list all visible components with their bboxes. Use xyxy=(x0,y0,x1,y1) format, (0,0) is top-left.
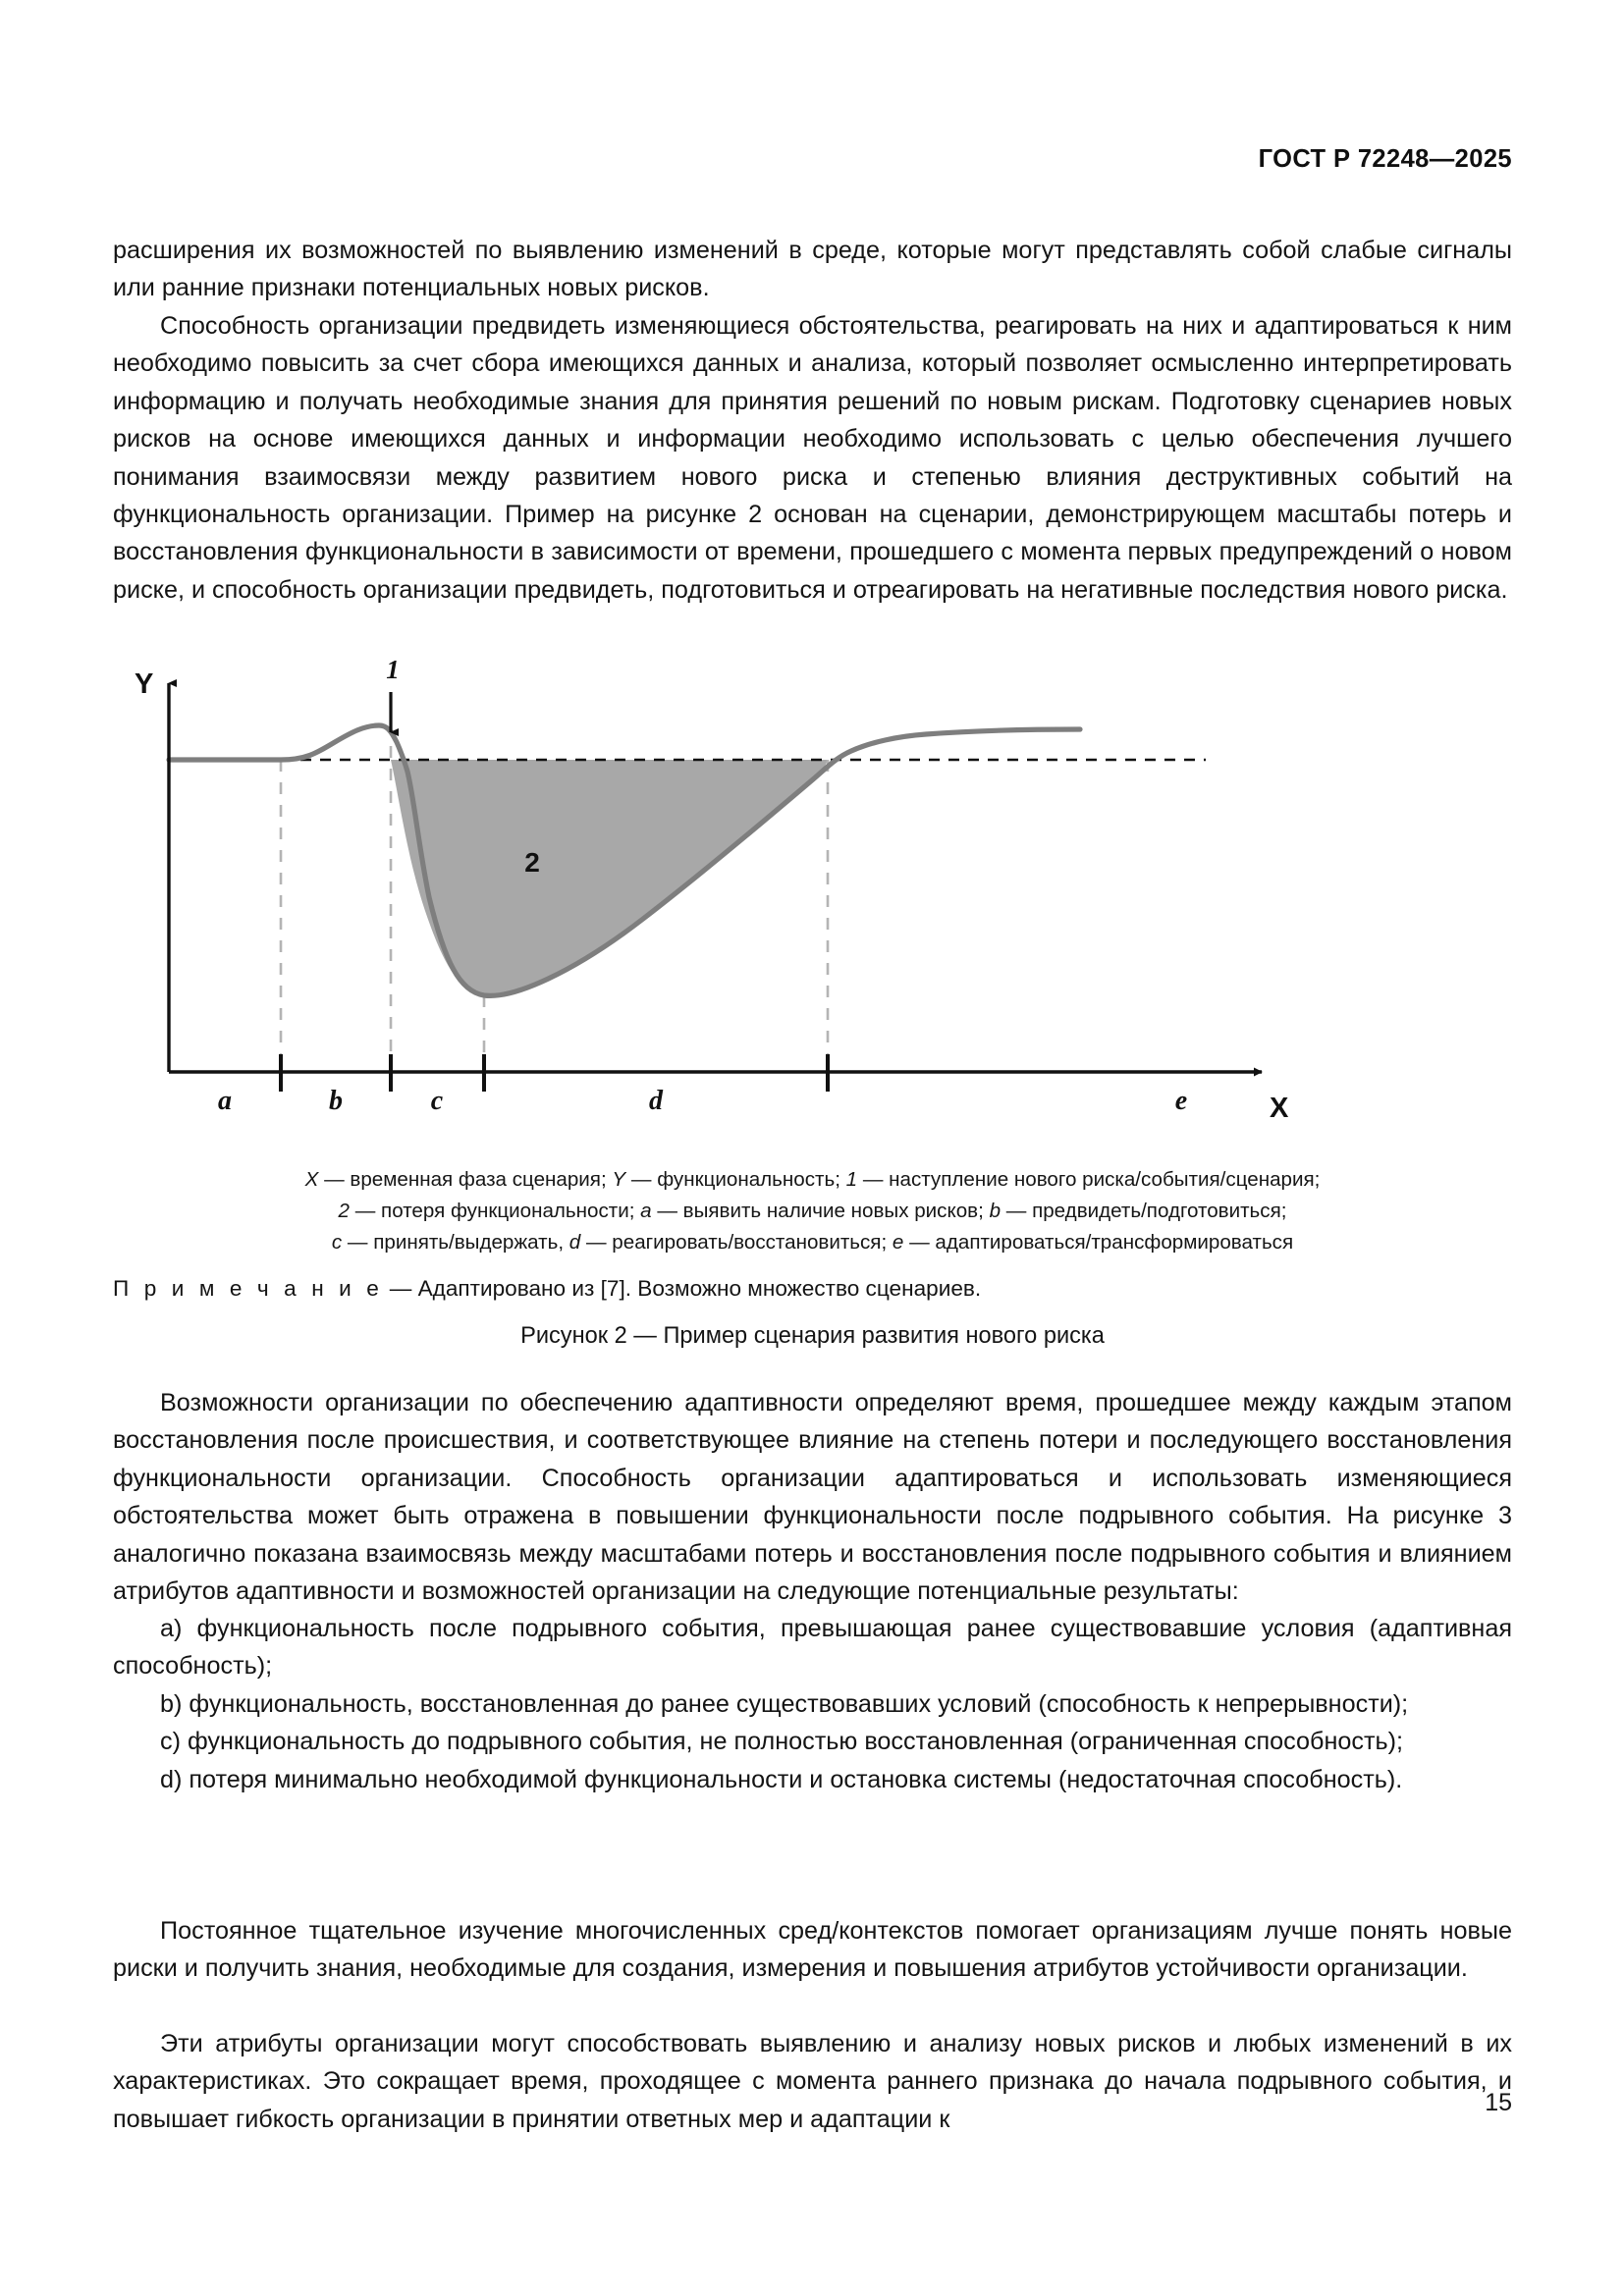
phase-label-d: d xyxy=(649,1086,663,1116)
legend-text-y: — функциональность; xyxy=(625,1168,846,1191)
paragraph-block-5 xyxy=(113,2025,1512,2138)
legend-sym-x: X xyxy=(304,1168,319,1191)
legend-sym-c: c xyxy=(331,1231,343,1254)
figure-2-caption: Рисунок 2 — Пример сценария развития нового риска xyxy=(520,1323,1105,1349)
annotation-2-label: 2 xyxy=(524,847,540,878)
legend-text-b: — предвидеть/подготовиться; xyxy=(1001,1200,1287,1222)
paragraph-4: Постоянное тщательное изучение многочисленных сред/контекстов помогает организациям лучше понять новые риски и получить знания, необходимые для создания, измерения и повышения атрибутов устойчивости организации. xyxy=(113,1917,1512,1983)
legend-line-2 xyxy=(113,1196,1512,1227)
figure-2-svg xyxy=(113,648,1512,1129)
legend-text-c: — принять/выдержать, xyxy=(342,1231,569,1254)
phase-label-e: e xyxy=(1174,1086,1188,1116)
legend-text-1: — наступление нового риска/события/сценария; xyxy=(857,1168,1321,1191)
list-item-a: a) функциональность после подрывного события, превышающая ранее существовавшие условия (адаптивная способность); xyxy=(113,1615,1512,1681)
lettered-list xyxy=(113,1610,1512,1798)
legend-line-1 xyxy=(113,1164,1512,1196)
paragraph-block-1 xyxy=(113,232,1512,307)
paragraph-block-3 xyxy=(113,1384,1512,1610)
figure-2-note xyxy=(113,1272,1512,1306)
page-header-standard-number: ГОСТ Р 72248—2025 xyxy=(1258,145,1512,173)
legend-sym-e: e xyxy=(892,1231,904,1254)
note-text: — Адаптировано из [7]. Возможно множество сценариев. xyxy=(383,1276,982,1301)
phase-label-c: c xyxy=(430,1086,444,1116)
paragraph-2: Способность организации предвидеть изменяющиеся обстоятельства, реагировать на них и адаптироваться к ним необходимо повысить за счет сбора имеющихся данных и анализа, который позволяет осмысленно интерпретировать информацию и получать необходимые знания для принятия решений по новым рискам. Подготовку сценариев новых рисков на основе имеющихся данных и информации необходимо использовать с целью обеспечения лучшего понимания взаимосвязи между развитием нового риска и степенью влияния деструктивных событий на функциональность организации. Пример на рисунке 2 основан на сценарии, демонстрирующем масштабы потерь и восстановления функциональности в зависимости от времени, прошедшего с момента первых предупреждений о новом риске, и способность организации предвидеть, подготовиться и отреагировать на негативные последствия нового риска. xyxy=(113,312,1512,604)
legend-text-e: — адаптироваться/трансформироваться xyxy=(903,1231,1294,1254)
legend-sym-b: b xyxy=(989,1200,1001,1222)
annotation-1-label: 1 xyxy=(386,655,400,684)
list-item-b: b) функциональность, восстановленная до ранее существовавших условий (способность к непрерывности); xyxy=(160,1689,1409,1718)
legend-sym-y: Y xyxy=(612,1168,626,1191)
legend-text-2: — потеря функциональности; xyxy=(350,1200,641,1222)
legend-text-a: — выявить наличие новых рисков; xyxy=(651,1200,990,1222)
paragraph-3: Возможности организации по обеспечению адаптивности определяют время, прошедшее между каждым этапом восстановления после происшествия, и соответствующее влияние на степень потери и последующего восстановления функциональности организации. Способность организации адаптироваться и использовать изменяющиеся обстоятельства может быть отражена в повышении функциональности после подрывного события. На рисунке 3 аналогично показана взаимосвязь между масштабами потерь и восстановления после подрывного события и влиянием атрибутов адаптивности и возможностей организации на следующие потенциальные результаты: xyxy=(113,1389,1512,1606)
legend-text-x: — временная фаза сценария; xyxy=(318,1168,613,1191)
x-axis-title: X xyxy=(1270,1093,1289,1124)
legend-line-3 xyxy=(113,1227,1512,1258)
legend-sym-a: a xyxy=(640,1200,652,1222)
paragraph-block-4 xyxy=(113,1912,1512,1988)
list-item-c: c) функциональность до подрывного события, не полностью восстановленная (ограниченная способность); xyxy=(160,1728,1404,1756)
paragraph-1: расширения их возможностей по выявлению изменений в среде, которые могут представлять собой слабые сигналы или ранние признаки потенциальных новых рисков. xyxy=(113,237,1512,302)
figure-2-resilience-scenario-chart xyxy=(113,648,1512,1129)
page-number: 15 xyxy=(1485,2089,1512,2116)
note-label: П р и м е ч а н и е xyxy=(113,1276,384,1301)
loss-area-fill xyxy=(391,760,828,995)
paragraph-block-2 xyxy=(113,307,1512,609)
figure-2-legend xyxy=(113,1164,1512,1258)
paragraph-5: Эти атрибуты организации могут способствовать выявлению и анализу новых рисков и любых изменений в их характеристиках. Это сокращает время, проходящее с момента раннего признака до начала подрывного события, и повышает гибкость организации в принятии ответных мер и адаптации к xyxy=(113,2030,1512,2133)
legend-sym-2: 2 xyxy=(338,1200,350,1222)
phase-label-b: b xyxy=(329,1086,343,1116)
legend-sym-1: 1 xyxy=(845,1168,858,1191)
legend-sym-d: d xyxy=(568,1231,581,1254)
list-item-d: d) потеря минимально необходимой функциональности и остановка системы (недостаточная способность). xyxy=(160,1765,1403,1793)
phase-label-a: a xyxy=(218,1086,232,1116)
y-axis-title: Y xyxy=(135,668,154,700)
legend-text-d: — реагировать/восстановиться; xyxy=(580,1231,893,1254)
